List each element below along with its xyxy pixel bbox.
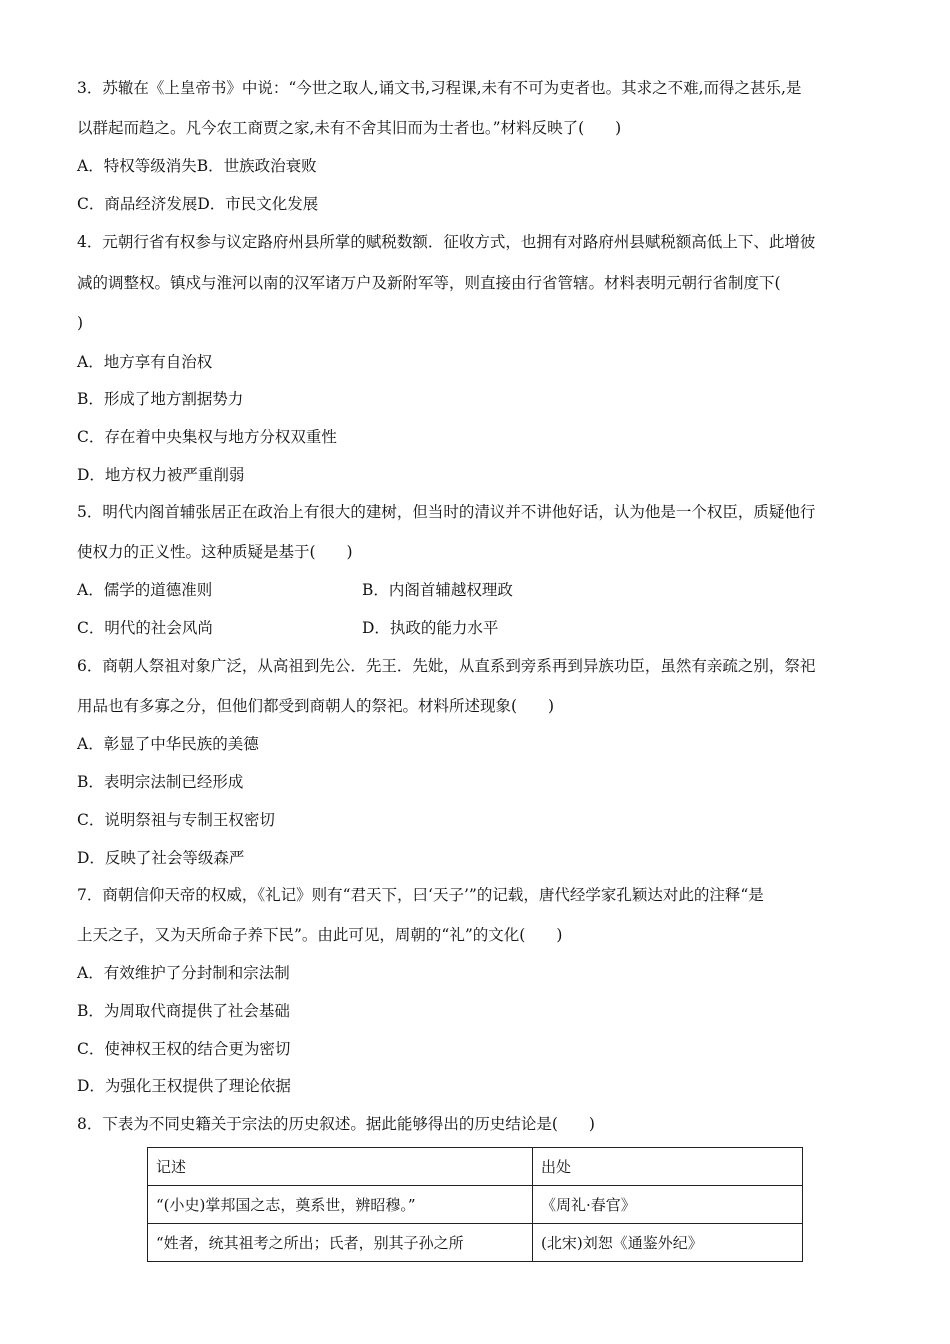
q4-option-d: D．地方权力被严重削弱 [77,466,245,484]
q6-stem-line2: 用品也有多寡之分，但他们都受到商朝人的祭祀。材料所述现象( ) [77,697,555,715]
q7-stem-line2: 上天之子，又为天所命子养下民”。由此可见，周朝的“礼”的文化( ) [77,926,563,944]
q4-option-b: B．形成了地方割据势力 [77,390,244,408]
q6-option-b: B．表明宗法制已经形成 [77,773,244,791]
q7-option-b: B．为周取代商提供了社会基础 [77,1002,290,1020]
q5-option-c: C．明代的社会风尚 [77,619,213,637]
q6-option-c: C．说明祭祖与专制王权密切 [77,811,275,829]
q4-stem-line3: ) [77,314,84,332]
q7-option-c: C．使神权王权的结合更为密切 [77,1040,291,1058]
q8-stem-line1: 8．下表为不同史籍关于宗法的历史叙述。据此能够得出的历史结论是( ) [77,1115,595,1133]
q4-stem-line1: 4．元朝行省有权参与议定路府州县所掌的赋税数额．征收方式，也拥有对路府州县赋税额高低上下、此增彼 [77,233,816,251]
table-cell: “姓者，统其祖考之所出；氏者，别其子孙之所 [148,1224,533,1262]
table-cell: (北宋)刘恕《通鉴外纪》 [533,1224,803,1262]
q7-stem-line1: 7．商朝信仰天帝的权威，《礼记》则有“君天下，曰‘天子’”的记载，唐代经学家孔颖达对此的注释“是 [77,886,764,904]
q4-stem-line2: 减的调整权。镇戍与淮河以南的汉军诸万户及新附军等，则直接由行省管辖。材料表明元朝行省制度下( [77,274,781,292]
table-row [148,1186,803,1224]
q7-option-a: A．有效维护了分封制和宗法制 [77,964,290,982]
q4-option-c: C．存在着中央集权与地方分权双重性 [77,428,337,446]
table-cell: “(小史)掌邦国之志，奠系世，辨昭穆。” [148,1186,533,1224]
q6-stem-line1: 6．商朝人祭祖对象广泛，从高祖到先公．先王．先妣，从直系到旁系再到异族功臣，虽然有亲疏之别，祭祀 [77,657,816,675]
q5-option-b: B．内阁首辅越权理政 [362,581,513,599]
q4-option-a: A．地方享有自治权 [77,353,213,371]
table-header-row [148,1148,803,1186]
source-table [147,1147,803,1262]
table-header-cell: 记述 [148,1148,533,1186]
q7-option-d: D．为强化王权提供了理论依据 [77,1077,291,1095]
q5-stem-line2: 使权力的正义性。这种质疑是基于( ) [77,543,353,561]
q3-options-cd: C．商品经济发展D．市民文化发展 [77,195,319,213]
q5-option-a: A．儒学的道德准则 [77,581,213,599]
table-row [148,1224,803,1262]
table-cell: 《周礼·春官》 [533,1186,803,1224]
q5-option-d: D．执政的能力水平 [362,619,499,637]
q6-option-d: D．反映了社会等级森严 [77,849,245,867]
q3-options-ab: A．特权等级消失B．世族政治衰败 [77,157,317,175]
q5-stem-line1: 5．明代内阁首辅张居正在政治上有很大的建树，但当时的清议并不讲他好话，认为他是一个权臣，质疑他行 [77,503,816,521]
table-header-cell: 出处 [533,1148,803,1186]
q3-stem-line1: 3．苏辙在《上皇帝书》中说：“今世之取人,诵文书,习程课,未有不可为吏者也。其求之不难,而得之甚乐,是 [77,79,802,97]
q6-option-a: A．彰显了中华民族的美德 [77,735,259,753]
q3-stem-line2: 以群起而趋之。凡今农工商贾之家,未有不舍其旧而为士者也。”材料反映了( ) [77,119,622,137]
